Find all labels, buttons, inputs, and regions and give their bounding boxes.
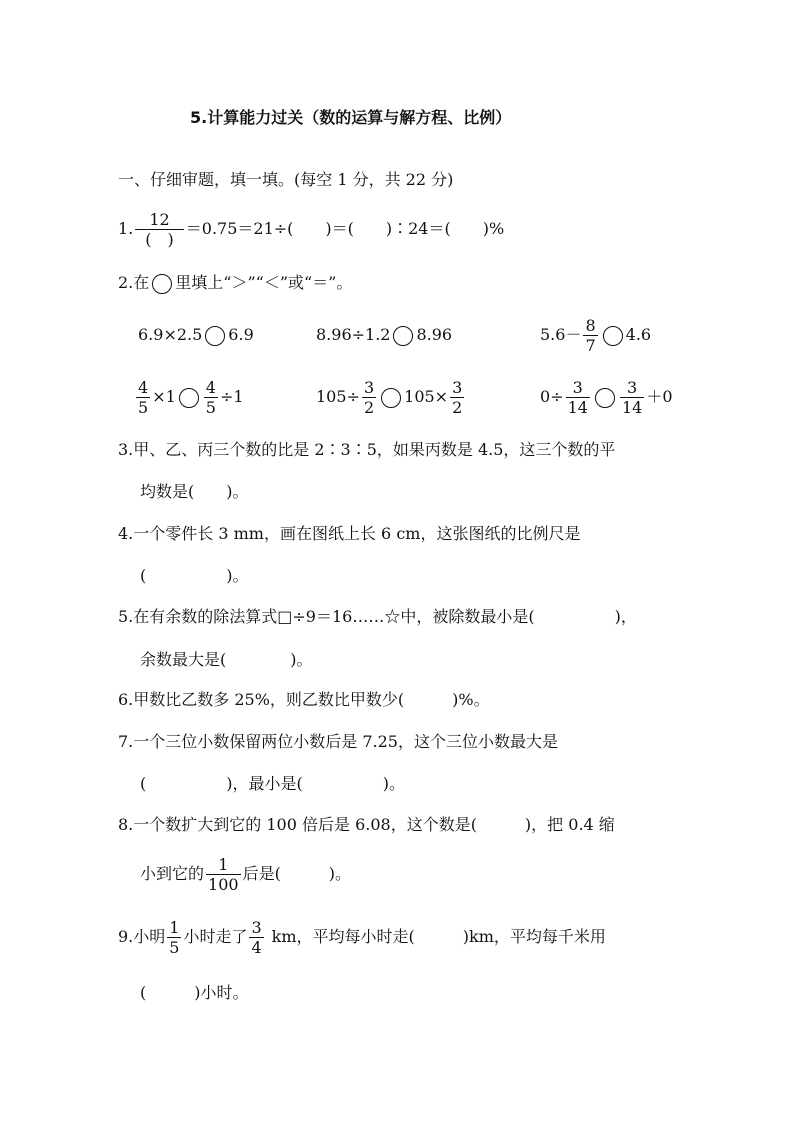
question-5-line-2: 余数最大是( )。 [140,650,313,669]
q9-fraction-1 [167,918,181,957]
section-heading: 一、仔细审题，填一填。(每空 1 分，共 22 分) [118,170,454,189]
fraction-numerator: 3 [627,378,638,397]
question-3-line-1: 3.甲、乙、丙三个数的比是 2∶3∶5，如果丙数是 4.5，这三个数的平 [118,440,616,459]
q2-c1-left: 5.6－ [540,325,582,344]
q2-item-a2 [134,378,244,417]
question-9-line-2: ( )小时。 [140,983,249,1002]
question-8-line-2 [140,855,351,894]
q2-c1-fraction [583,316,597,355]
q2-c2-fraction-2 [620,378,644,417]
fraction-numerator: 4 [205,378,216,397]
q8-line-2-prefix: 小到它的 [140,864,205,883]
q8-fraction [206,855,241,894]
comparison-circle-icon[interactable] [205,326,225,346]
q2-a2-fraction-1 [136,378,150,417]
q9-prefix: 9.小明 [118,927,166,946]
fraction-numerator: 8 [585,316,596,335]
q1-equation: ＝0.75＝21÷( )＝( )∶24＝( )% [185,219,505,238]
question-2 [118,273,352,294]
question-6: 6.甲数比乙数多 25%，则乙数比甲数少( )%。 [118,690,490,709]
fraction-denominator: 5 [205,398,216,417]
comparison-circle-icon[interactable] [179,388,199,408]
fraction-numerator: 1 [218,855,229,874]
q2-c2-left: 0÷ [540,387,564,406]
q2-instruction: 里填上“＞”“＜”或“＝”。 [175,273,353,292]
page-title: 5.计算能力过关（数的运算与解方程、比例） [190,108,512,127]
q9-suffix: km，平均每小时走( )km，平均每千米用 [271,927,606,946]
question-4-line-1: 4.一个零件长 3 mm，画在图纸上长 6 cm，这张图纸的比例尺是 [118,524,581,543]
q2-item-c1 [540,316,651,355]
q2-b2-fraction-2 [450,378,464,417]
q2-a1-right: 6.9 [228,325,254,344]
fraction-denominator: 2 [363,398,375,417]
q2-c1-right: 4.6 [625,325,652,344]
q1-fraction-denominator: ( ) [135,229,184,249]
q9-mid: 小时走了 [183,927,248,946]
question-1 [118,210,504,249]
question-3-line-2: 均数是( )。 [140,482,249,501]
q2-b1-right: 8.96 [416,325,453,344]
fraction-numerator: 3 [572,378,583,397]
fraction-denominator: 5 [169,938,180,957]
question-9-line-1 [118,918,606,957]
fraction-denominator: 4 [251,938,262,957]
q2-item-b1 [316,325,452,346]
question-8-line-1: 8.一个数扩大到它的 100 倍后是 6.08，这个数是( )，把 0.4 缩 [118,815,615,834]
fraction-denominator: 14 [621,398,643,417]
fraction-denominator: 100 [208,875,239,894]
question-4-line-2: ( )。 [140,566,249,585]
comparison-circle-icon [152,274,172,294]
fraction-numerator: 1 [169,918,180,937]
comparison-circle-icon[interactable] [393,326,413,346]
q2-item-c2 [540,378,673,417]
q8-line-2-suffix: 后是( )。 [242,864,352,883]
q2-b1-left: 8.96÷1.2 [316,325,391,344]
q2-c2-fraction-1 [566,378,590,417]
question-5-line-1: 5.在有余数的除法算式□÷9＝16……☆中，被除数最小是( )， [118,607,637,626]
fraction-numerator: 3 [452,378,463,397]
q2-item-a1 [138,325,254,346]
q2-b2-fraction-1 [362,378,376,417]
q2-b2-left: 105÷ [316,387,360,406]
fraction-denominator: 2 [452,398,463,417]
fraction-numerator: 3 [251,918,262,937]
fraction-denominator: 14 [567,398,588,417]
q1-number: 1. [118,219,134,238]
q1-fraction-numerator: 12 [149,210,170,229]
q2-c2-right: ＋0 [646,387,673,406]
fraction-denominator: 5 [138,398,149,417]
q2-a2-right: ÷1 [219,387,244,406]
comparison-circle-icon[interactable] [595,388,615,408]
comparison-circle-icon[interactable] [603,326,623,346]
q2-b2-mid: 105× [404,387,449,406]
question-7-line-1: 7.一个三位小数保留两位小数后是 7.25，这个三位小数最大是 [118,732,558,751]
q2-a2-mid: ×1 [152,387,176,406]
q2-a2-fraction-2 [204,378,218,417]
q2-prefix: 2.在 [118,273,150,292]
comparison-circle-icon[interactable] [381,388,401,408]
fraction-numerator: 4 [138,378,149,397]
q2-a1-left: 6.9×2.5 [138,325,203,344]
fraction-denominator: 7 [585,336,596,355]
fraction-numerator: 3 [363,378,375,397]
question-7-line-2: ( )，最小是( )。 [140,774,405,793]
q2-item-b2 [316,378,466,417]
q9-fraction-2 [249,918,263,957]
q1-fraction [135,210,184,249]
